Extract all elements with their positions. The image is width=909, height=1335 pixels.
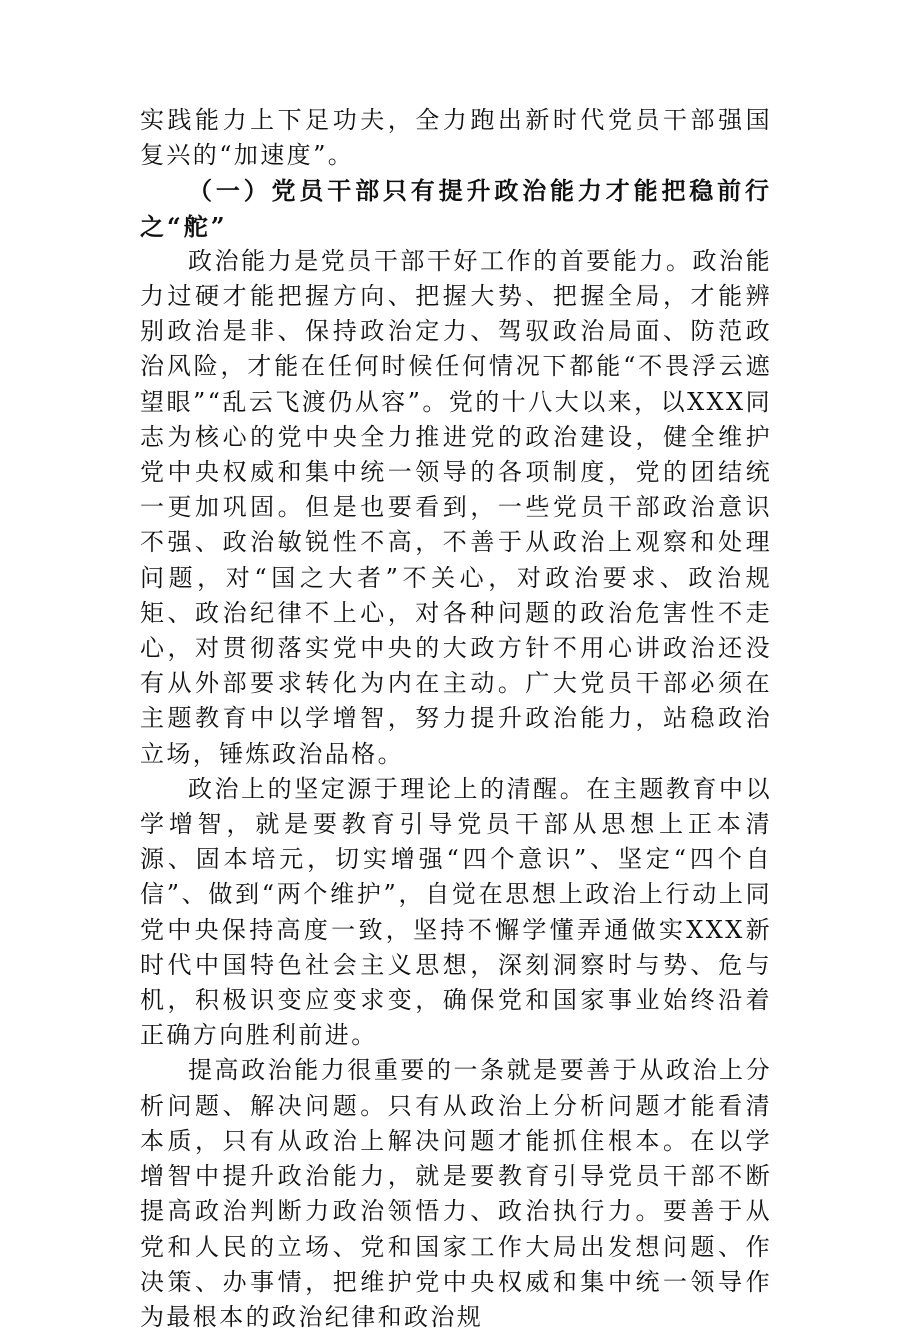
paragraph-intro-continued: 实践能力上下足功夫，全力跑出新时代党员干部强国复兴的“加速度”。	[140, 106, 772, 170]
paragraph-political-ability: 政治能力是党员干部干好工作的首要能力。政治能力过硬才能把握方向、把握大势、把握全局，才能辨别政治是非、保持政治定力、驾驭政治局面、防范政治风险，才能在任何时候任何情况下都能“不畏浮云遮望眼”“乱云飞渡仍从容”。党的十八大以来，以XXX同志为核心的党中央全力推进党的政治建设，健全维护党中央权威和集中统一领导的各项制度，党的团结统一更加巩固。但是也要看到，一些党员干部政治意识不强、政治敏锐性不高，不善于从政治上观察和处理问题，对“国之大者”不关心，对政治要求、政治规矩、政治纪律不上心，对各种问题的政治危害性不走心，对贯彻落实党中央的大政方针不用心讲政治还没有从外部要求转化为内在主动。广大党员干部必须在主题教育中以学增智，努力提升政治能力，站稳政治立场，锤炼政治品格。	[140, 246, 772, 768]
paragraph-problem-solving: 提高政治能力很重要的一条就是要善于从政治上分析问题、解决问题。只有从政治上分析问题才能看清本质，只有从政治上解决问题才能抓住根本。在以学增智中提升政治能力，就是要教育引导党员干部不断提高政治判断力政治领悟力、政治执行力。要善于从党和人民的立场、党和国家工作大局出发想问题、作决策、办事情，把维护党中央权威和集中统一领导作为最根本的政治纪律和政治规	[140, 1056, 772, 1331]
paragraph-theory-clarity: 政治上的坚定源于理论上的清醒。在主题教育中以学增智，就是要教育引导党员干部从思想上正本清源、固本培元，切实增强“四个意识”、坚定“四个自信”、做到“两个维护”，自觉在思想上政治上行动上同党中央保持高度一致，坚持不懈学懂弄通做实XXX新时代中国特色社会主义思想，深刻洞察时与势、危与机，积极识变应变求变，确保党和国家事业始终沿着正确方向胜利前进。	[140, 774, 772, 1050]
section-heading: （一）党员干部只有提升政治能力才能把稳前行之“舵”	[140, 176, 772, 241]
document-body	[140, 103, 772, 1335]
